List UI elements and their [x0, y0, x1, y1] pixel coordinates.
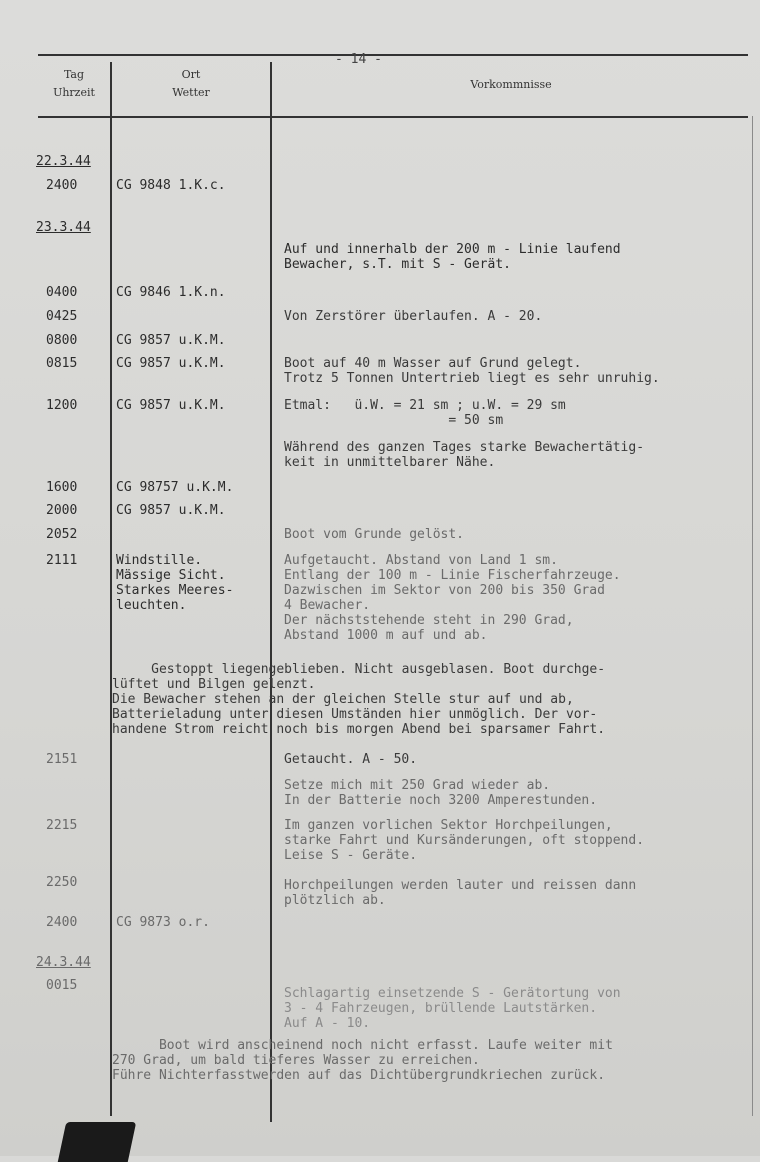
binder-clip: [58, 1122, 137, 1162]
right-edge-rule: [752, 116, 753, 1116]
position-entry: CG 9846 1.K.n.: [116, 285, 226, 300]
header-tag: Tag: [63, 68, 85, 81]
position-entry: CG 9857 u.K.M.: [116, 356, 226, 371]
position-entry: CG 9848 1.K.c.: [116, 178, 226, 193]
header-bottom-rule: [38, 116, 748, 118]
header-uhrzeit: Uhrzeit: [53, 86, 95, 99]
time-entry: 2400: [46, 178, 78, 193]
position-entry: CG 9873 o.r.: [116, 915, 210, 930]
header-vorkommnisse: Vorkommnisse: [470, 78, 552, 91]
weather-entry: Windstille. Mässige Sicht. Starkes Meeres- leuchten.: [116, 553, 234, 613]
event-text: Etmal: ü.W. = 21 sm ; u.W. = 29 sm = 50 sm: [284, 398, 566, 428]
position-entry: CG 9857 u.K.M.: [116, 333, 226, 348]
time-entry: 2000: [46, 503, 78, 518]
time-entry: 0015: [46, 978, 78, 993]
time-entry: 2052: [46, 527, 78, 542]
event-text: Boot auf 40 m Wasser auf Grund gelegt. Trotz 5 Tonnen Untertrieb liegt es sehr unruhig.: [284, 356, 660, 386]
event-text: Getaucht. A - 50.: [284, 752, 418, 767]
narrative-paragraph: Boot wird anscheinend noch nicht erfasst. Laufe weiter mit 270 Grad, um bald tieferes Wasser zu erreichen. Führe Nichterfasstwerden auf das Dichtübergrundkriechen zurück.: [112, 1038, 613, 1083]
event-text: Auf und innerhalb der 200 m - Linie laufend Bewacher, s.T. mit S - Gerät.: [284, 242, 621, 272]
position-entry: CG 98757 u.K.M.: [116, 480, 234, 495]
col-divider-1: [110, 62, 112, 1116]
position-entry: CG 9857 u.K.M.: [116, 503, 226, 518]
event-text: Von Zerstörer überlaufen. A - 20.: [284, 309, 543, 324]
time-entry: 2151: [46, 752, 78, 767]
header-col-date: [40, 66, 108, 102]
time-entry: 2400: [46, 915, 78, 930]
time-entry: 1600: [46, 480, 78, 495]
col-divider-2: [270, 62, 272, 1122]
event-text: Setze mich mit 250 Grad wieder ab. In der Batterie noch 3200 Amperestunden.: [284, 778, 598, 808]
date-entry: 24.3.44: [36, 955, 91, 970]
time-entry: 0400: [46, 285, 78, 300]
event-text: Boot vom Grunde gelöst.: [284, 527, 465, 542]
page-number: - 14 -: [335, 52, 382, 67]
event-text: Während des ganzen Tages starke Bewachertätig- keit in unmittelbarer Nähe.: [284, 440, 645, 470]
event-text: Aufgetaucht. Abstand von Land 1 sm. Entlang der 100 m - Linie Fischerfahrzeuge. Dazwischen im Sektor von 200 bis 350 Grad 4 Bewacher. Der nächststehende steht in 290 Grad, Abstand 1000 m auf und ab.: [284, 553, 621, 643]
top-rule: [38, 54, 748, 56]
header-ort: Ort: [181, 68, 201, 81]
time-entry: 2111: [46, 553, 78, 568]
time-entry: 0425: [46, 309, 78, 324]
event-text: Schlagartig einsetzende S - Gerätortung von 3 - 4 Fahrzeugen, brüllende Lautstärken. Auf A - 10.: [284, 986, 621, 1031]
header-col-events: [274, 76, 748, 94]
date-entry: 22.3.44: [36, 154, 91, 169]
date-entry: 23.3.44: [36, 220, 91, 235]
event-text: Horchpeilungen werden lauter und reissen dann plötzlich ab.: [284, 878, 637, 908]
narrative-paragraph: Gestoppt liegengeblieben. Nicht ausgeblasen. Boot durchge- lüftet und Bilgen gelenzt. Die Bewacher stehen an der gleichen Stelle stur auf und ab, Batterieladung unter diesen Umständen hier unmöglich. Der vor- handene Strom reicht noch bis morgen Abend bei sparsamer Fahrt.: [112, 662, 606, 737]
event-text: Im ganzen vorlichen Sektor Horchpeilungen, starke Fahrt und Kursänderungen, oft stoppend. Leise S - Geräte.: [284, 818, 645, 863]
time-entry: 2215: [46, 818, 78, 833]
time-entry: 1200: [46, 398, 78, 413]
header-wetter: Wetter: [172, 86, 210, 99]
time-entry: 0800: [46, 333, 78, 348]
header-col-place: [114, 66, 268, 102]
time-entry: 0815: [46, 356, 78, 371]
time-entry: 2250: [46, 875, 78, 890]
position-entry: CG 9857 u.K.M.: [116, 398, 226, 413]
